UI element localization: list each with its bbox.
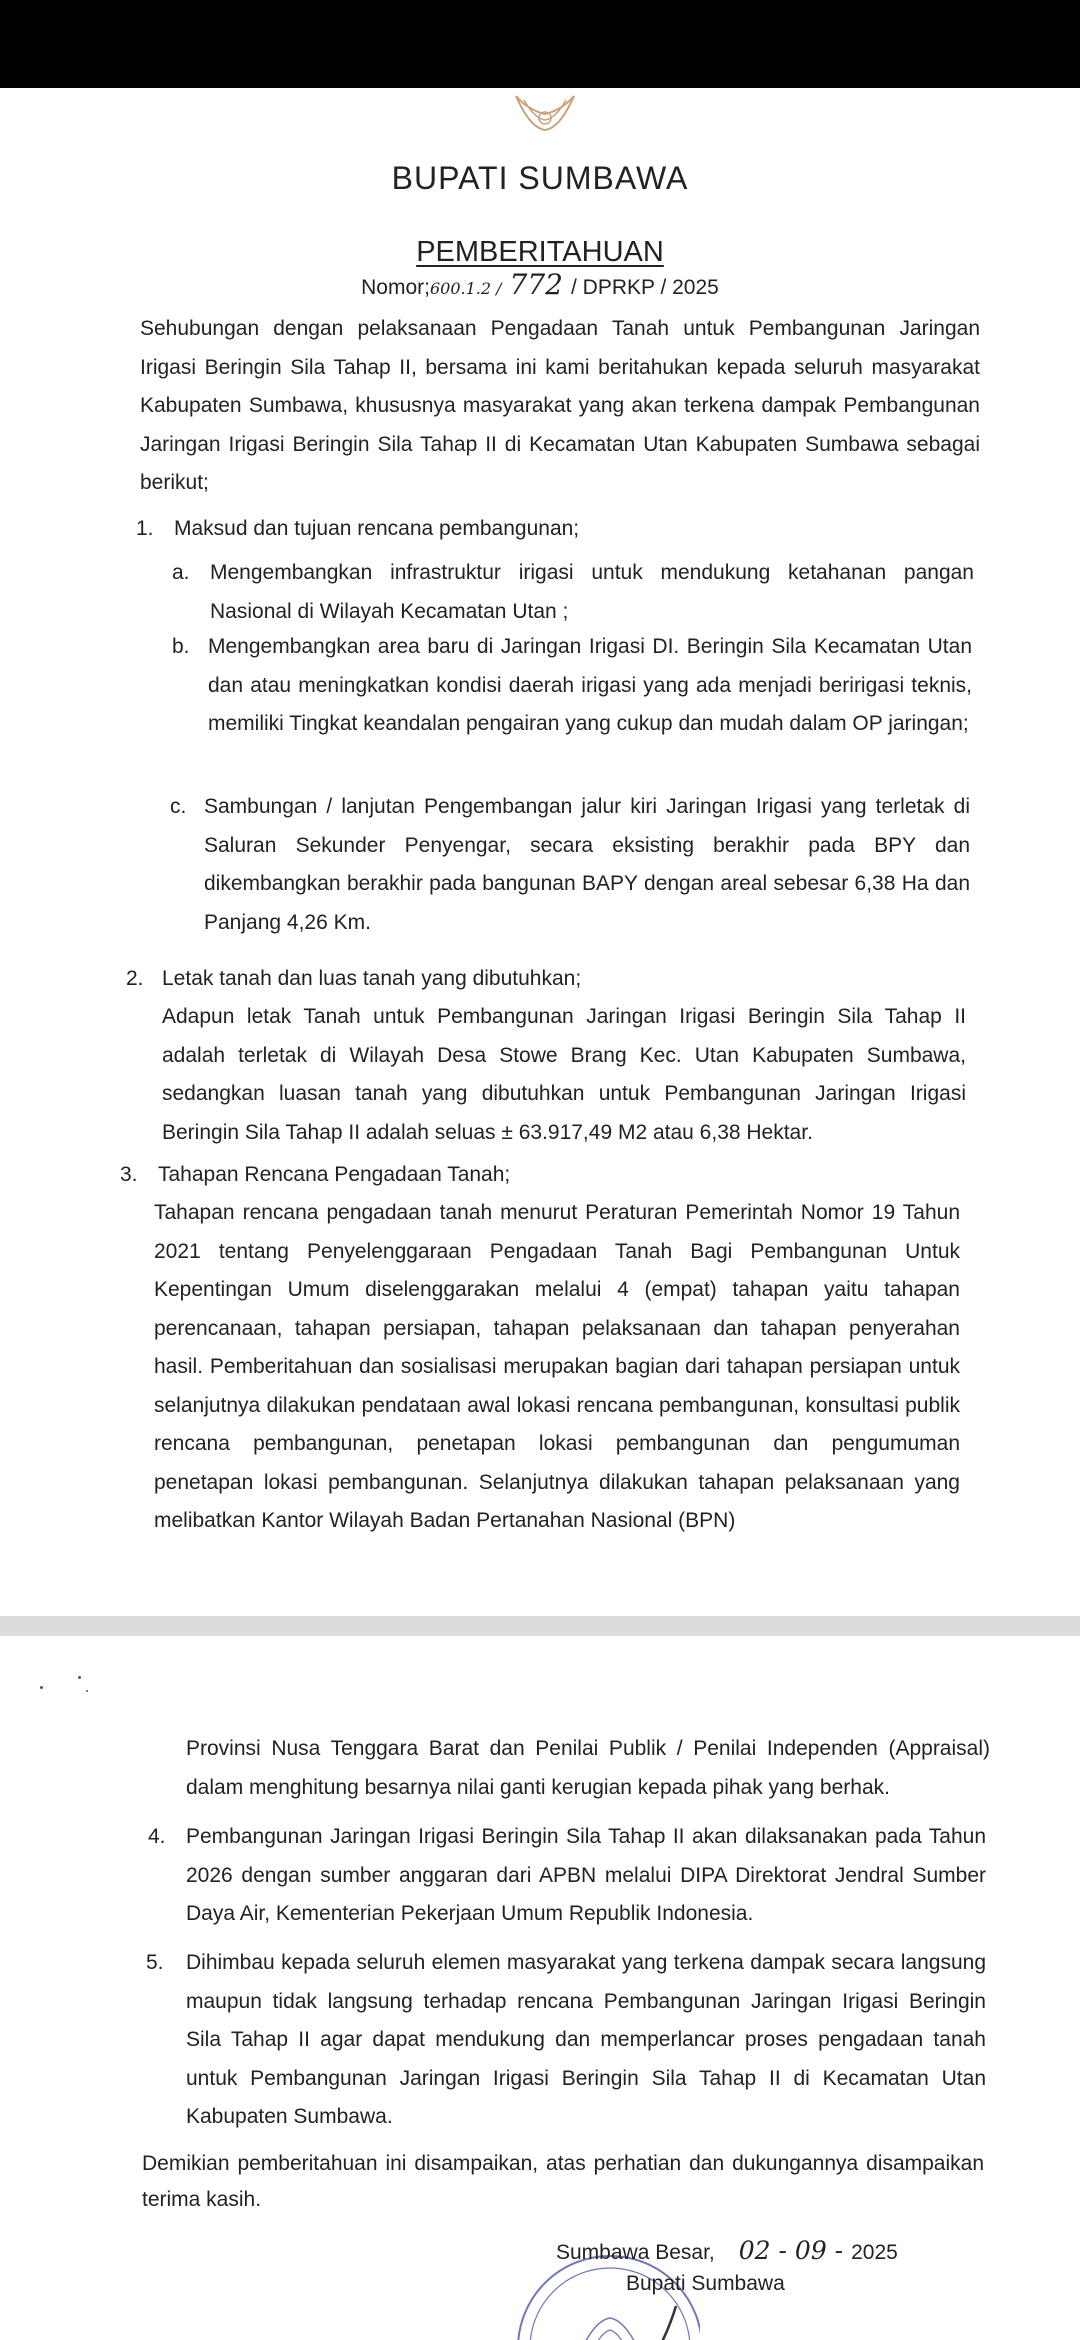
signature-date-handwritten: 02 - 09 -: [738, 2236, 844, 2265]
item-4-number: 4.: [148, 1825, 166, 1848]
scan-speck: [40, 1686, 43, 1689]
item-3-continuation: Provinsi Nusa Tenggara Barat dan Penilai Publik / Penilai Independen (Appraisal) dalam menghitung besarnya nilai ganti kerugian kepada pihak yang berhak.: [186, 1737, 990, 1799]
document-page-2: [0, 1636, 1080, 2340]
signature-place: Sumbawa Besar,: [556, 2241, 715, 2264]
nomor-handwritten-1: 600.1.2 /: [429, 279, 502, 298]
item-3-heading: Tahapan Rencana Pengadaan Tanah;: [158, 1163, 511, 1186]
item-1c-text: Sambungan / lanjutan Pengembangan jalur kiri Jaringan Irigasi yang terletak di Saluran Sekunder Penyengar, secara eksisting berakhir pada BPY dan dikembangkan berakhir pada bangunan BAPY dengan areal sebesar 6,38 Ha dan Panjang 4,26 Km.: [204, 795, 970, 934]
nomor-prefix: Nomor;: [361, 276, 430, 299]
intro-paragraph: Sehubungan dengan pelaksanaan Pengadaan Tanah untuk Pembangunan Jaringan Irigasi Beringin Sila Tahap II, bersama ini kami beritahukan kepada seluruh masyarakat Kabupaten Sumbawa, khususnya masyarakat yang akan terkena dampak Pembangunan Jaringan Irigasi Beringin Sila Tahap II di Kecamatan Utan Kabupaten Sumbawa sebagai berikut;: [140, 317, 980, 494]
garuda-emblem-icon: [510, 88, 580, 138]
document-number: [0, 268, 1080, 301]
item-1-heading: Maksud dan tujuan rencana pembangunan;: [174, 517, 580, 540]
scan-speck: [78, 1676, 81, 1679]
nomor-handwritten-2: 772: [509, 268, 563, 301]
signature-place-date: [556, 2236, 898, 2265]
top-status-bar: [0, 0, 1080, 88]
item-3-body: Tahapan rencana pengadaan tanah menurut Peraturan Pemerintah Nomor 19 Tahun 2021 tentang Penyelenggaraan Pengadaan Tanah Bagi Pembangunan Untuk Kepentingan Umum diselenggarakan melalui 4 (empat) tahapan yaitu tahapan perencanaan, tahapan persiapan, tahapan pelaksanaan dan tahapan penyerahan hasil. Pemberitahuan dan sosialisasi merupakan bagian dari tahapan persiapan untuk selanjutnya dilakukan pendataan awal lokasi rencana pembangunan, konsultasi publik rencana pembangunan, penetapan lokasi pembangunan dan pengumuman penetapan lokasi pembangunan. Selanjutnya dilakukan tahapan pelaksanaan yang melibatkan Kantor Wilayah Badan Pertanahan Nasional (BPN): [154, 1201, 960, 1532]
item-2-number: 2.: [126, 967, 144, 990]
document-page-1: [0, 88, 1080, 1616]
document-subtitle: PEMBERITAHUAN: [416, 236, 664, 268]
item-1b-letter: b.: [172, 635, 190, 658]
document-title: BUPATI SUMBAWA: [391, 160, 689, 196]
scan-speck: [86, 1690, 88, 1692]
item-1a-text: Mengembangkan infrastruktur irigasi untuk mendukung ketahanan pangan Nasional di Wilayah Kecamatan Utan ;: [210, 561, 974, 623]
item-5-number: 5.: [146, 1951, 164, 1974]
item-4-body: Pembangunan Jaringan Irigasi Beringin Sila Tahap II akan dilaksanakan pada Tahun 2026 dengan sumber anggaran dari APBN melalui DIPA Direktorat Jendral Sumber Daya Air, Kementerian Pekerjaan Umum Republik Indonesia.: [186, 1825, 986, 1925]
item-5-body: Dihimbau kepada seluruh elemen masyarakat yang terkena dampak secara langsung maupun tidak langsung terhadap rencana Pembangunan Jaringan Irigasi Beringin Sila Tahap II agar dapat mendukung dan memperlancar proses pengadaan tanah untuk Pembangunan Jaringan Irigasi Beringin Sila Tahap II di Kecamatan Utan Kabupaten Sumbawa.: [186, 1951, 986, 2128]
item-1-number: 1.: [136, 517, 154, 540]
nomor-suffix: / DPRKP / 2025: [570, 276, 719, 299]
item-3-number: 3.: [120, 1163, 138, 1186]
item-1a-letter: a.: [172, 561, 190, 584]
signature-title: Bupati Sumbawa: [626, 2272, 785, 2295]
page-separator: [0, 1616, 1080, 1636]
item-2-body: Adapun letak Tanah untuk Pembangunan Jaringan Irigasi Beringin Sila Tahap II adalah terletak di Wilayah Desa Stowe Brang Kec. Utan Kabupaten Sumbawa, sedangkan luasan tanah yang dibutuhkan untuk Pembangunan Jaringan Irigasi Beringin Sila Tahap II adalah seluas ± 63.917,49 M2 atau 6,38 Hektar.: [162, 1005, 966, 1144]
item-1c-letter: c.: [170, 795, 187, 818]
item-1b-text: Mengembangkan area baru di Jaringan Irigasi DI. Beringin Sila Kecamatan Utan dan atau meningkatkan kondisi daerah irigasi yang ada menjadi beririgasi teknis, memiliki Tingkat keandalan pengairan yang cukup dan mudah dalam OP jaringan;: [208, 635, 972, 735]
signature-year: 2025: [851, 2241, 898, 2264]
closing-paragraph: Demikian pemberitahuan ini disampaikan, atas perhatian dan dukungannya disampaikan terima kasih.: [142, 2152, 984, 2211]
item-2-heading: Letak tanah dan luas tanah yang dibutuhkan;: [162, 967, 582, 990]
